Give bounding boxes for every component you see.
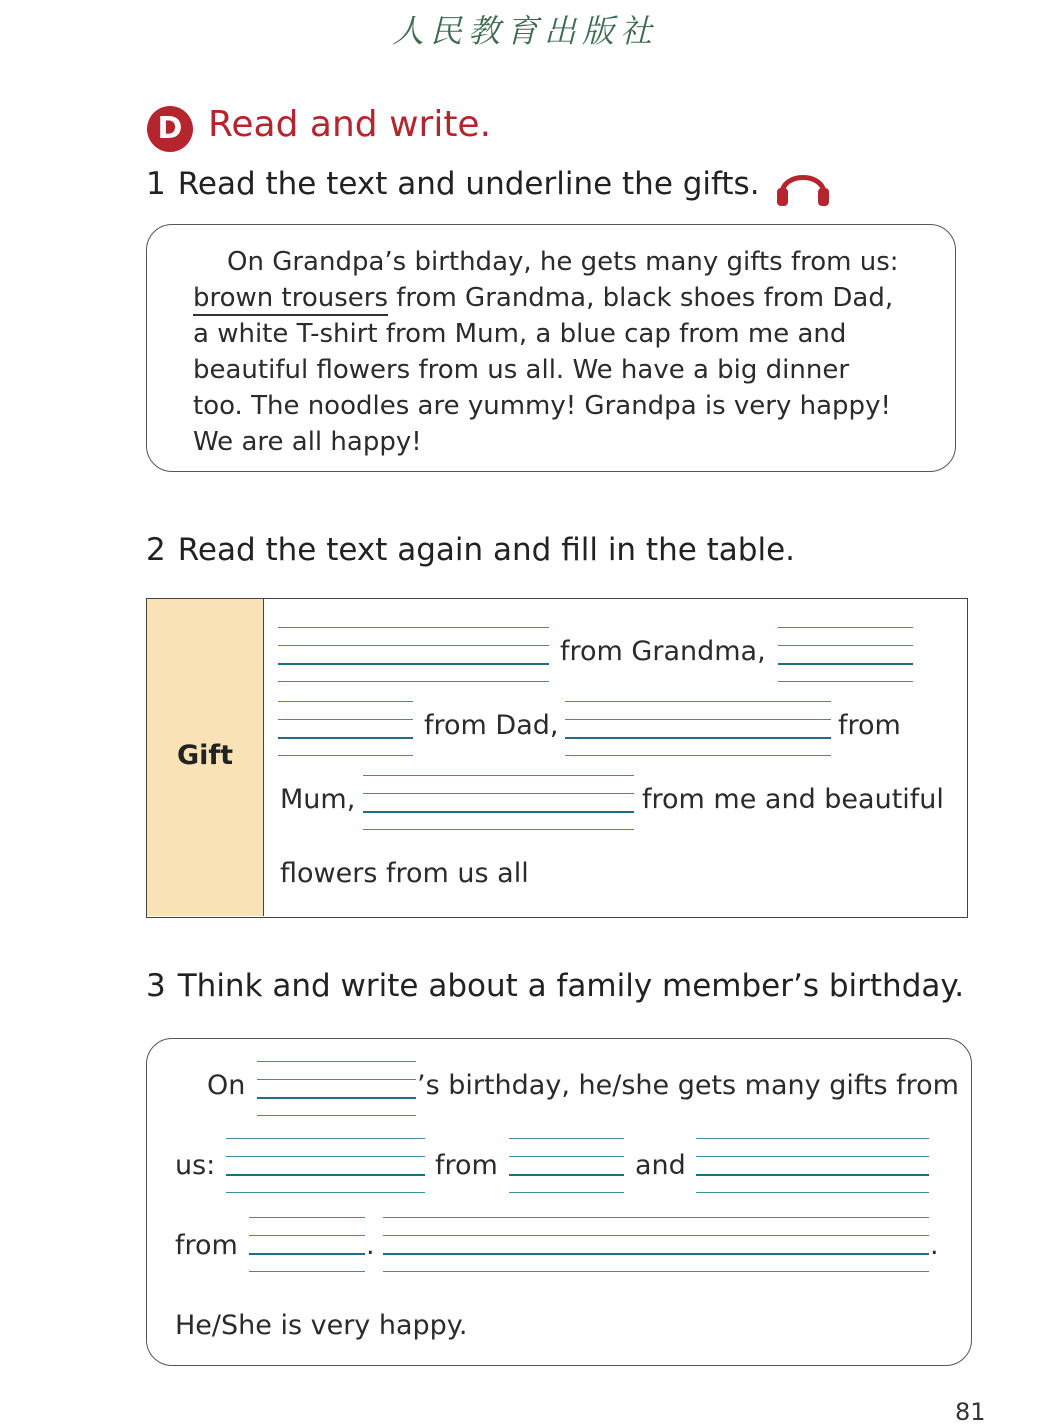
writing-text: He/She is very happy. xyxy=(175,1310,468,1341)
writing-text: On xyxy=(207,1070,246,1101)
q2-number: 2 xyxy=(146,532,166,568)
q1-heading xyxy=(146,166,760,202)
table-text: from xyxy=(838,710,901,741)
writing-text: . xyxy=(366,1230,375,1261)
table-text: from Dad, xyxy=(424,710,559,741)
q3-number: 3 xyxy=(146,968,166,1004)
q1-instruction: Read the text and underline the gifts. xyxy=(177,166,760,202)
table-text: Mum, xyxy=(280,784,356,815)
q3-instruction: Think and write about a family member’s birthday. xyxy=(177,968,965,1004)
passage-line: beautiful flowers from us all. We have a big dinner xyxy=(193,355,850,385)
passage-text xyxy=(193,244,923,460)
q3-heading xyxy=(146,968,964,1004)
passage-line: We are all happy! xyxy=(193,427,422,457)
page-number: 81 xyxy=(955,1398,986,1426)
table-text: from Grandma, xyxy=(560,636,766,667)
q2-heading xyxy=(146,532,795,568)
passage-line: a white T-shirt from Mum, a blue cap from me and xyxy=(193,319,847,349)
section-badge: D xyxy=(147,106,193,152)
writing-text: from xyxy=(435,1150,498,1181)
underlined-gift: brown trousers xyxy=(193,283,388,316)
headphones-icon[interactable] xyxy=(774,160,832,208)
table-text: from me and beautiful xyxy=(642,784,944,815)
table-label: Gift xyxy=(176,740,234,771)
writing-text: and xyxy=(635,1150,686,1181)
writing-text: from xyxy=(175,1230,238,1261)
writing-text: us: xyxy=(175,1150,216,1181)
writing-text: ’s birthday, he/she gets many gifts from xyxy=(417,1070,959,1101)
publisher-logo: 人民教育出版社 xyxy=(391,12,658,50)
passage-line xyxy=(193,280,923,316)
table-text: flowers from us all xyxy=(280,858,529,889)
passage-line: On Grandpa’s birthday, he gets many gifts from us: xyxy=(227,247,899,277)
q1-number: 1 xyxy=(146,166,166,202)
passage-line: too. The noodles are yummy! Grandpa is very happy! xyxy=(193,391,891,421)
q2-instruction: Read the text again and fill in the table. xyxy=(177,532,796,568)
passage-line-rest: from Grandma, black shoes from Dad, xyxy=(388,283,894,313)
gift-table xyxy=(146,598,968,918)
writing-text: . xyxy=(930,1230,939,1261)
section-title: Read and write. xyxy=(208,104,492,145)
